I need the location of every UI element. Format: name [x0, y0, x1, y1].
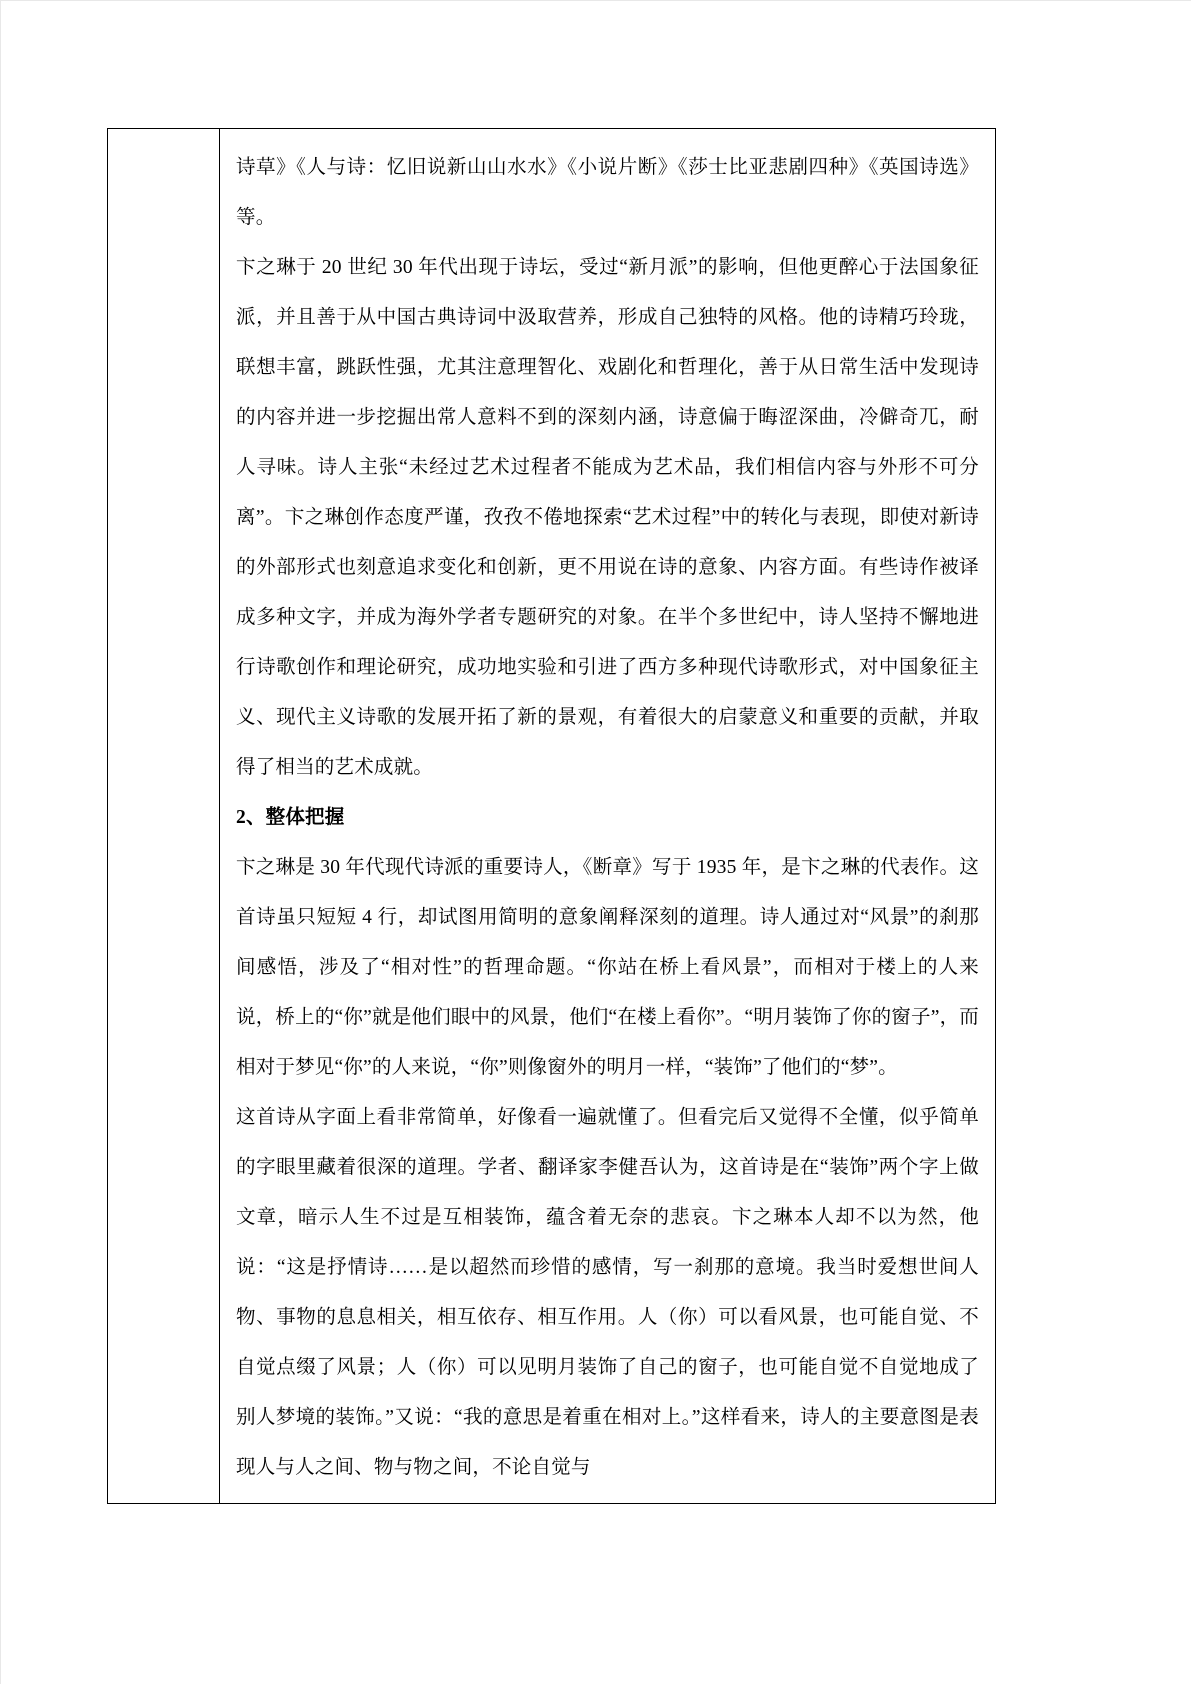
paragraph-works-list: 诗草》《人与诗：忆旧说新山山水水》《小说片断》《莎士比亚悲剧四种》《英国诗选》等。 [236, 157, 979, 228]
content-table [107, 128, 996, 1504]
table-content-cell [220, 129, 996, 1504]
table-label-cell [108, 129, 220, 1504]
paragraph-section-heading-2: 2、整体把握 [236, 807, 345, 828]
table-row [108, 129, 996, 1504]
page-edge-guide-left [0, 0, 1, 1684]
paragraph-li-jianwu-comment: 这首诗从字面上看非常简单，好像看一遍就懂了。但看完后又觉得不全懂，似乎简单的字眼里藏着很深的道理。学者、翻译家李健吾认为，这首诗是在“装饰”两个字上做文章，暗示人生不过是互相装饰，蕴含着无奈的悲哀。卞之琳本人却不以为然，他说：“这是抒情诗……是以超然而珍惜的感情，写一刹那的意境。我当时爱想世间人物、事物的息息相关，相互依存、相互作用。人（你）可以看风景，也可能自觉、不自觉点缀了风景；人（你）可以见明月装饰了自己的窗子，也可能自觉不自觉地成了别人梦境的装饰。”又说：“我的意思是着重在相对上。”这样看来，诗人的主要意图是表现人与人之间、物与物之间，不论自觉与 [236, 1107, 979, 1478]
paragraph-duanzhang-analysis: 卞之琳是 30 年代现代诗派的重要诗人，《断章》写于 1935 年，是卞之琳的代表作。这首诗虽只短短 4 行，却试图用简明的意象阐释深刻的道理。诗人通过对“风景”的刹那间感悟，涉及了“相对性”的哲理命题。“你站在桥上看风景”，而相对于楼上的人来说，桥上的“你”就是他们眼中的风景，他们“在楼上看你”。“明月装饰了你的窗子”，而相对于梦见“你”的人来说，“你”则像窗外的明月一样，“装饰”了他们的“梦”。 [236, 857, 979, 1078]
paragraph-bian-zhilin-intro: 卞之琳于 20 世纪 30 年代出现于诗坛，受过“新月派”的影响，但他更醉心于法国象征派，并且善于从中国古典诗词中汲取营养，形成自己独特的风格。他的诗精巧玲珑，联想丰富，跳跃性强，尤其注意理智化、戏剧化和哲理化，善于从日常生活中发现诗的内容并进一步挖掘出常人意料不到的深刻内涵，诗意偏于晦涩深曲，冷僻奇兀，耐人寻味。诗人主张“未经过艺术过程者不能成为艺术品，我们相信内容与外形不可分离”。卞之琳创作态度严谨，孜孜不倦地探索“艺术过程”中的转化与表现，即使对新诗的外部形式也刻意追求变化和创新，更不用说在诗的意象、内容方面。有些诗作被译成多种文字，并成为海外学者专题研究的对象。在半个多世纪中，诗人坚持不懈地进行诗歌创作和理论研究，成功地实验和引进了西方多种现代诗歌形式，对中国象征主义、现代主义诗歌的发展开拓了新的景观，有着很大的启蒙意义和重要的贡献，并取得了相当的艺术成就。 [236, 257, 979, 778]
page-edge-guide-top [0, 0, 1191, 1]
